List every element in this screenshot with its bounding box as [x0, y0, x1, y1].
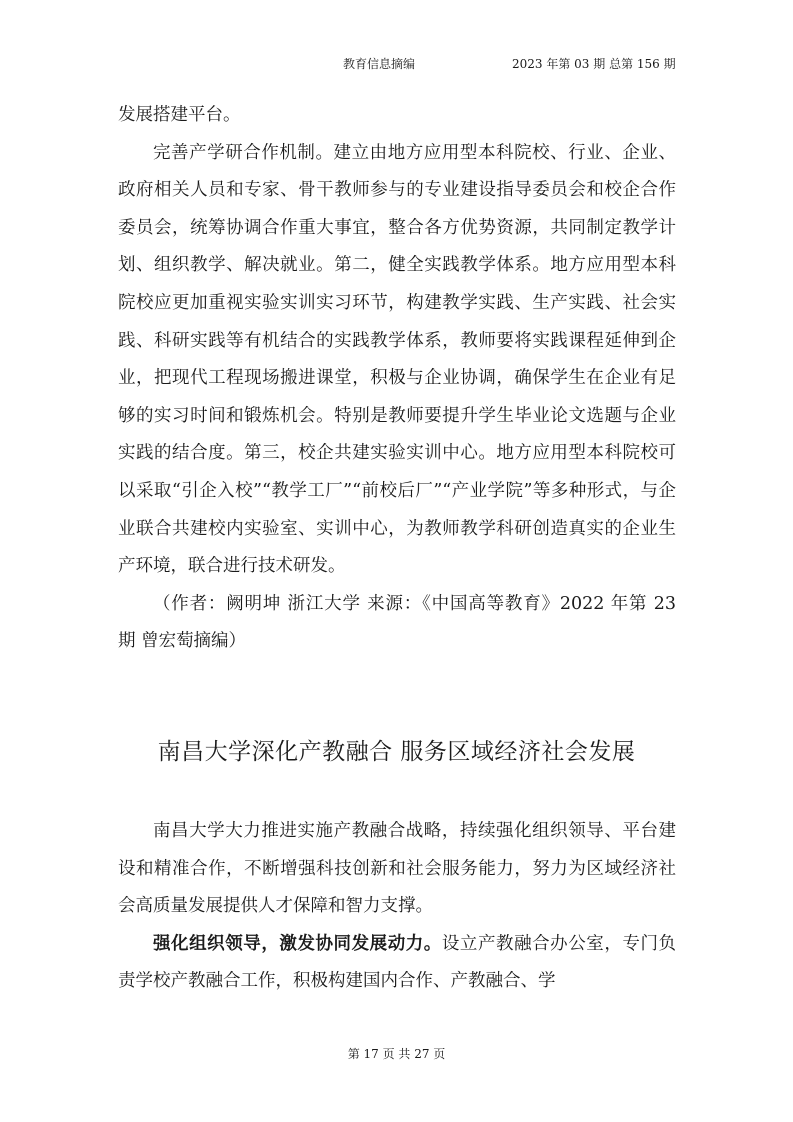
publication-name: 教育信息摘编 — [343, 57, 416, 71]
paragraph — [118, 926, 676, 1001]
article-continued — [118, 97, 676, 661]
page-number: 第 17 页 共 27 页 — [347, 1047, 446, 1061]
article-source: （作者：阙明坤 浙江大学 来源：《中国高等教育》2022 年第 23 期 曾宏萄摘编） — [118, 593, 676, 652]
article-body — [118, 813, 676, 1001]
page-header — [0, 55, 793, 77]
issue-number: 2023 年第 03 期 总第 156 期 — [512, 57, 676, 71]
paragraph: 南昌大学大力推进实施产教融合战略，持续强化组织领导、平台建设和精准合作，不断增强科技创新和社会服务能力，努力为区域经济社会高质量发展提供人才保障和智力支撑。 — [118, 821, 676, 917]
paragraph-text: 设立产教融合办公室，专门负责学校产教融合工作，积极构建国内合作、产教融合、学 — [118, 933, 677, 992]
paragraph: 完善产学研合作机制。建立由地方应用型本科院校、行业、企业、政府相关人员和专家、骨干教师参与的专业建设指导委员会和校企合作委员会，统筹协调合作重大事宜，整合各方优势资源，共同制定教学计划、组织教学、解决就业。第二，健全实践教学体系。地方应用型本科院校应更加重视实验实训实习环节，构建教学实践、生产实践、社会实践、科研实践等有机结合的实践教学体系，教师要将实践课程延伸到企业，把现代工程现场搬进课堂，积极与企业协调，确保学生在企业有足够的实习时间和锻炼机会。特别是教师要提升学生毕业论文选题与企业实践的结合度。第三，校企共建实验实训中心。地方应用型本科院校可以采取“引企入校”“教学工厂”“前校后厂”“产业学院”等多种形式，与企业联合共建校内实验室、实训中心，为教师教学科研创造真实的企业生产环境，联合进行技术研发。 — [118, 142, 676, 577]
article-title: 南昌大学深化产教融合 服务区域经济社会发展 — [157, 739, 636, 765]
section-heading: 强化组织领导，激发协同发展动力。 — [153, 933, 442, 954]
paragraph: 发展搭建平台。 — [118, 105, 241, 125]
